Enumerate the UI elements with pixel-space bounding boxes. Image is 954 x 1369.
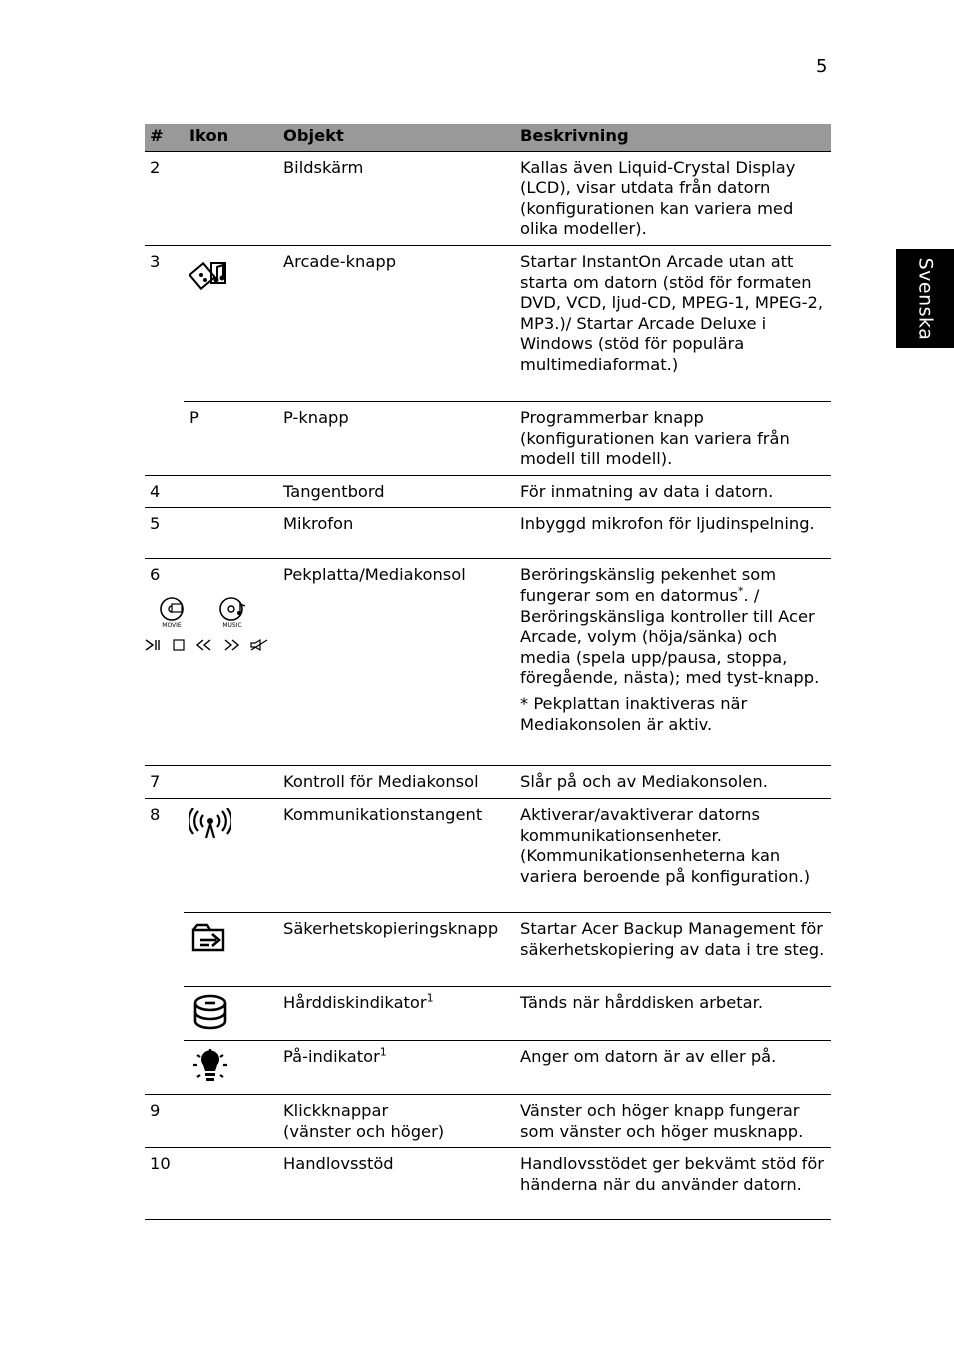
language-tab-label: Svenska: [914, 257, 936, 340]
row-description: Handlovsstödet ger bekvämt stöd för händerna när du använder datorn.: [515, 1148, 831, 1220]
media-console-icons: [145, 596, 273, 652]
row-number-and-icons: [145, 559, 278, 766]
row-number: 6: [150, 565, 161, 585]
row-description: Startar InstantOn Arcade utan att starta om datorn (stöd för formaten DVD, VCD, ljud-CD, MPEG-1, MPEG-2, MP3.)/ Startar Arcade Deluxe i Windows (stöd för populära multimediaformat.): [515, 245, 831, 401]
language-tab: [896, 249, 954, 348]
row-description: Inbyggd mikrofon för ljudinspelning.: [515, 508, 831, 559]
row-number: 2: [145, 151, 184, 245]
row-number: 10: [145, 1148, 184, 1220]
footnote-marker: 1: [379, 1045, 387, 1059]
row-number: 5: [145, 508, 184, 559]
row-number: [145, 1040, 184, 1094]
header-icon: Ikon: [184, 124, 278, 151]
row-description: Tänds när hårddisken arbetar.: [515, 986, 831, 1040]
row-number: 3: [145, 245, 184, 401]
row-object: Bildskärm: [278, 151, 515, 245]
table-row: [145, 245, 831, 401]
row-object: Kommunikationstangent: [278, 798, 515, 912]
row-object: Tangentbord: [278, 475, 515, 508]
row-icon-text: P: [184, 401, 278, 475]
row-description: [515, 559, 831, 766]
row-description: Anger om datorn är av eller på.: [515, 1040, 831, 1094]
row-icon-cell: [184, 1148, 278, 1220]
table-row: [145, 798, 831, 912]
header-num: #: [145, 124, 184, 151]
row-description: Slår på och av Mediakonsolen.: [515, 766, 831, 799]
header-object: Objekt: [278, 124, 515, 151]
row-number: [145, 986, 184, 1040]
row-icon-cell: [184, 1094, 278, 1147]
row-icon-cell: [184, 912, 278, 986]
table-row: [145, 1148, 831, 1220]
row-icon-cell: [184, 245, 278, 401]
page-number: 5: [816, 56, 828, 77]
table-row: [145, 401, 831, 475]
table-row: [145, 508, 831, 559]
row-number: 4: [145, 475, 184, 508]
wireless-icon: [189, 808, 231, 842]
movie-icon-label: MOVIE: [162, 621, 182, 628]
row-number: 7: [145, 766, 184, 799]
row-note: * Pekplattan inaktiveras när Mediakonsolen är aktiv.: [520, 693, 748, 734]
backup-icon: [189, 922, 231, 956]
stop-icon: [172, 638, 186, 652]
row-icon-cell: [184, 151, 278, 245]
row-object-text-line2: (vänster och höger): [283, 1121, 445, 1141]
row-object: Säkerhetskopieringsknapp: [278, 912, 515, 986]
arcade-icon: [189, 255, 231, 293]
table-row: [145, 151, 831, 245]
row-object: Handlovsstöd: [278, 1148, 515, 1220]
previous-icon: [195, 638, 213, 652]
next-icon: [222, 638, 240, 652]
header-description: Beskrivning: [515, 124, 831, 151]
row-object: Mikrofon: [278, 508, 515, 559]
row-icon-cell: [184, 798, 278, 912]
row-description-text-continued: . / Beröringskänsliga kontroller till Acer Arcade, volym (höja/sänka) och media (spela upp/pausa, stoppa, föregående, nästa); med tyst-knapp.: [520, 585, 820, 688]
power-light-icon: [189, 1047, 231, 1087]
table-row: [145, 912, 831, 986]
table-row: [145, 986, 831, 1040]
table-row: [145, 559, 831, 766]
row-number: [145, 912, 184, 986]
components-table: [145, 124, 831, 1220]
music-icon: [215, 596, 249, 628]
row-object: P-knapp: [278, 401, 515, 475]
row-object-text: Klickknappar: [283, 1100, 389, 1120]
row-icon-cell: [184, 475, 278, 508]
row-object: Arcade-knapp: [278, 245, 515, 401]
play-pause-icon: [145, 638, 163, 652]
row-object: [278, 1094, 515, 1147]
footnote-marker: 1: [426, 991, 434, 1005]
table-row: [145, 766, 831, 799]
row-object: [278, 1040, 515, 1094]
row-icon-cell: [184, 766, 278, 799]
mute-icon: [249, 638, 269, 652]
row-description: Vänster och höger knapp fungerar som vänster och höger musknapp.: [515, 1094, 831, 1147]
table-row: [145, 475, 831, 508]
table-row: [145, 1094, 831, 1147]
row-description: Programmerbar knapp (konfigurationen kan variera från modell till modell).: [515, 401, 831, 475]
row-description: Kallas även Liquid-Crystal Display (LCD), visar utdata från datorn (konfigurationen kan variera med olika modeller).: [515, 151, 831, 245]
row-icon-cell: [184, 986, 278, 1040]
row-object-text: På-indikator: [283, 1046, 380, 1066]
row-description: Startar Acer Backup Management för säkerhetskopiering av data i tre steg.: [515, 912, 831, 986]
row-object: Pekplatta/Mediakonsol: [278, 559, 515, 766]
footnote-asterisk: *: [737, 584, 744, 598]
row-object-text: Hårddiskindikator: [283, 992, 427, 1012]
table-header-row: [145, 124, 831, 151]
row-object: [278, 986, 515, 1040]
movie-icon: [155, 596, 189, 628]
row-description-text: Beröringskänslig pekenhet som fungerar som en datormus: [520, 565, 777, 605]
row-icon-cell: [184, 508, 278, 559]
music-icon-label: MUSIC: [222, 621, 242, 628]
row-description: För inmatning av data i datorn.: [515, 475, 831, 508]
row-number: 9: [145, 1094, 184, 1147]
row-description: Aktiverar/avaktiverar datorns kommunikationsenheter. (Kommunikationsenheterna kan variera beroende på konfiguration.): [515, 798, 831, 912]
row-icon-cell: [184, 1040, 278, 1094]
row-number: 8: [145, 798, 184, 912]
row-object: Kontroll för Mediakonsol: [278, 766, 515, 799]
hdd-icon: [189, 993, 231, 1033]
row-number: [145, 401, 184, 475]
table-row: [145, 1040, 831, 1094]
